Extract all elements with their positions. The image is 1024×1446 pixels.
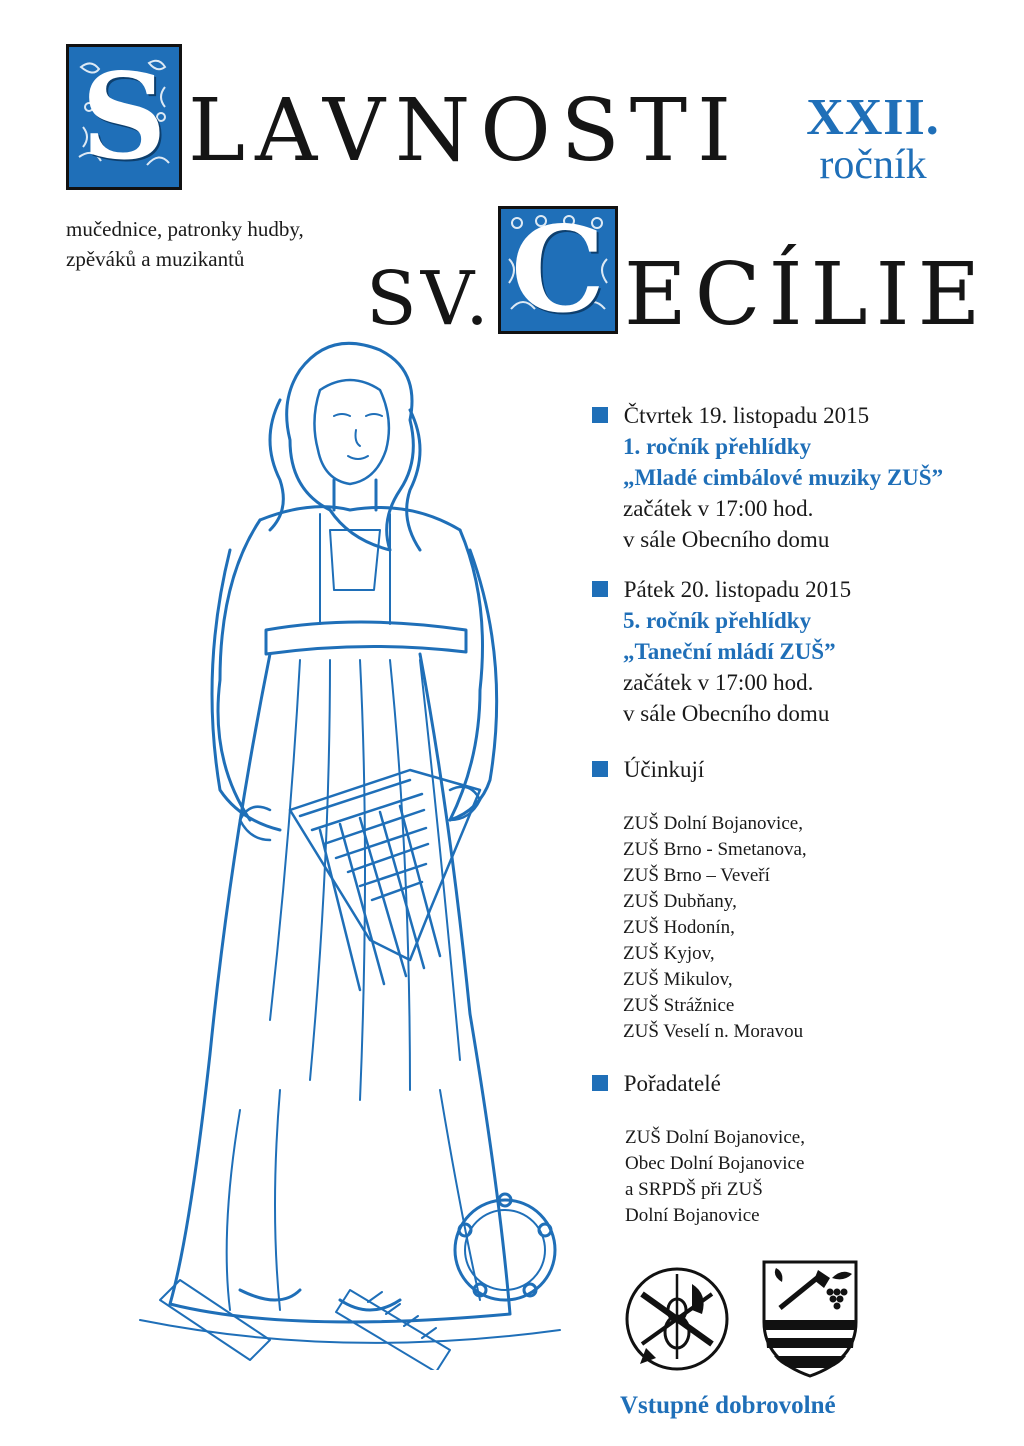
square-bullet-icon: [592, 581, 608, 597]
performer-item: ZUŠ Brno - Smetanova,: [623, 839, 807, 860]
organizers-heading-row: [592, 1068, 1012, 1099]
ornamental-initial-s-icon: [66, 44, 182, 190]
event-place: v sále Obecního domu: [623, 527, 830, 552]
performer-item: ZUŠ Hodonín,: [623, 917, 735, 938]
edition-label: ročník: [819, 142, 927, 188]
edition-number: XXII.: [806, 89, 940, 146]
event-date-row: [592, 574, 1012, 605]
performer-item: ZUŠ Strážnice: [623, 995, 735, 1016]
event-1: [592, 400, 1012, 555]
performer-item: ZUŠ Mikulov,: [623, 969, 733, 990]
event-time: začátek v 17:00 hod.: [623, 670, 814, 695]
edition-block: [778, 89, 968, 188]
performer-item: ZUŠ Dolní Bojanovice,: [623, 813, 803, 834]
performers-section: [592, 754, 1012, 1045]
organizer-item: a SRPDŠ při ZUŠ: [625, 1179, 763, 1200]
music-school-emblem-icon: [622, 1264, 732, 1374]
event-2: [592, 574, 1012, 729]
saint-cecilia-illustration: [120, 330, 580, 1370]
subtitle-line: zpěváků a muzikantů: [66, 247, 245, 271]
event-date: Čtvrtek 19. listopadu 2015: [623, 403, 870, 428]
event-place: v sále Obecního domu: [623, 701, 830, 726]
subtitle-line: mučednice, patronky hudby,: [66, 217, 304, 241]
initial-letter: C: [511, 206, 605, 334]
organizer-item: Dolní Bojanovice: [625, 1205, 760, 1226]
performers-heading: Účinkují: [623, 757, 705, 782]
square-bullet-icon: [592, 1075, 608, 1091]
organizers-section: [592, 1068, 1012, 1229]
title-word-2: ECÍLIE: [624, 245, 989, 345]
square-bullet-icon: [592, 407, 608, 423]
performer-item: ZUŠ Veselí n. Moravou: [623, 1021, 804, 1042]
organizer-item: ZUŠ Dolní Bojanovice,: [625, 1127, 805, 1148]
event-time: začátek v 17:00 hod.: [623, 496, 814, 521]
village-coat-of-arms-icon: [760, 1258, 860, 1380]
performer-item: ZUŠ Kyjov,: [623, 943, 715, 964]
organizer-item: Obec Dolní Bojanovice: [625, 1153, 805, 1174]
ornamental-initial-c-icon: [498, 206, 618, 334]
event-date: Pátek 20. listopadu 2015: [623, 577, 852, 602]
title-word-1: LAVNOSTI: [188, 81, 742, 181]
square-bullet-icon: [592, 761, 608, 777]
initial-letter: S: [81, 47, 167, 186]
event-edition: 5. ročník přehlídky: [623, 608, 812, 633]
performer-item: ZUŠ Brno – Veveří: [623, 865, 770, 886]
performer-item: ZUŠ Dubňany,: [623, 891, 737, 912]
performers-heading-row: [592, 754, 1012, 785]
event-name: „Mladé cimbálové muziky ZUŠ”: [623, 465, 944, 490]
event-edition: 1. ročník přehlídky: [623, 434, 812, 459]
organizers-heading: Pořadatelé: [623, 1071, 721, 1096]
title-prefix-2: SV.: [366, 256, 493, 342]
subtitle: [66, 214, 304, 274]
event-date-row: [592, 400, 1012, 431]
admission-note: Vstupné dobrovolné: [620, 1392, 836, 1419]
event-name: „Taneční mládí ZUŠ”: [623, 639, 836, 664]
